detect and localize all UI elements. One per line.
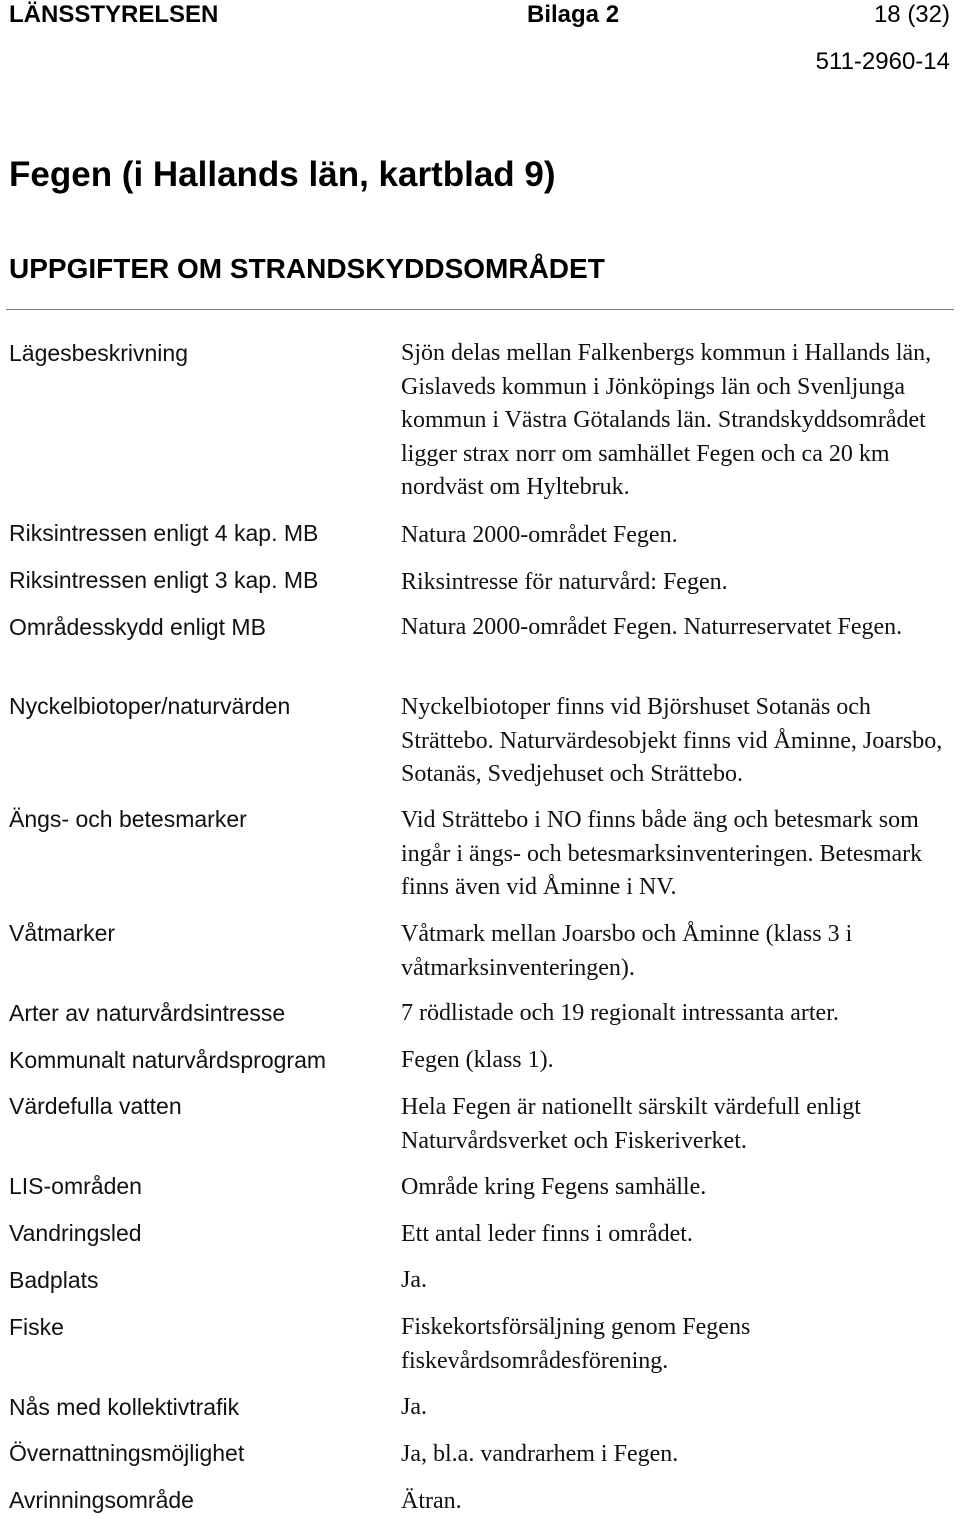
row-label-arter: Arter av naturvårdsintresse [9, 1000, 286, 1026]
row-label-overnattning: Övernattningsmöjlighet [9, 1440, 245, 1466]
row-label-vardefulla-vatten: Värdefulla vatten [9, 1093, 182, 1119]
row-label-badplats: Badplats [9, 1267, 99, 1293]
row-label-kollektivtrafik: Nås med kollektivtrafik [9, 1394, 240, 1420]
row-label-nyckelbiotoper: Nyckelbiotoper/naturvärden [9, 693, 291, 719]
row-value-omradesskydd: Natura 2000-området Fegen. Naturreservatet Fegen. [401, 614, 903, 640]
row-label-omradesskydd: Områdesskydd enligt MB [9, 614, 266, 640]
row-label-fiske: Fiske [9, 1314, 64, 1340]
header-organization: LÄNSSTYRELSEN [9, 1, 219, 28]
row-label-riksintressen-4kap: Riksintressen enligt 4 kap. MB [9, 520, 319, 546]
heading-divider [6, 309, 954, 310]
section-heading: UPPGIFTER OM STRANDSKYDDSOMRÅDET [9, 253, 605, 284]
row-value-kollektivtrafik: Ja. [401, 1394, 427, 1420]
row-label-vatmarker: Våtmarker [9, 920, 116, 946]
row-label-kommunalt-program: Kommunalt naturvårdsprogram [9, 1047, 327, 1073]
row-label-avrinningsomrade: Avrinningsområde [9, 1487, 194, 1513]
row-label-riksintressen-3kap: Riksintressen enligt 3 kap. MB [9, 567, 319, 593]
row-value-badplats: Ja. [401, 1267, 427, 1293]
row-value-riksintressen-3kap: Riksintresse för naturvård: Fegen. [401, 569, 728, 595]
row-value-vandringsled: Ett antal leder finns i området. [401, 1221, 693, 1247]
row-label-lis-omraden: LIS-områden [9, 1173, 142, 1199]
row-value-overnattning: Ja, bl.a. vandrarhem i Fegen. [401, 1441, 679, 1467]
row-value-arter: 7 rödlistade och 19 regionalt intressanta arter. [401, 1000, 839, 1026]
row-value-lis-omraden: Område kring Fegens samhälle. [401, 1174, 707, 1200]
row-value-vardefulla-vatten: Hela Fegen är nationellt särskilt värdefull enligt Naturvårdsverket och Fiskeriverket. [401, 1094, 861, 1154]
row-value-avrinningsomrade: Ätran. [401, 1488, 462, 1514]
header-page-number: 18 (32) [873, 1, 950, 28]
row-value-lagesbeskrivning: Sjön delas mellan Falkenbergs kommun i Hallands län, Gislaveds kommun i Jönköpings län och Svenljunga kommun i Västra Götalands län. Strandskyddsområdet ligger strax norr om samhället Fegen och ca 20 km nordväst om Hyltebruk. [401, 340, 932, 500]
row-value-nyckelbiotoper: Nyckelbiotoper finns vid Björshuset Sotanäs och Strättebo. Naturvärdesobjekt finns vid Åminne, Joarsbo, Sotanäs, Svedjehuset och Strättebo. [401, 694, 943, 787]
row-value-vatmarker: Våtmark mellan Joarsbo och Åminne (klass 3 i våtmarksinventeringen). [401, 921, 853, 981]
row-value-kommunalt-program: Fegen (klass 1). [401, 1047, 554, 1073]
row-value-riksintressen-4kap: Natura 2000-området Fegen. [401, 522, 678, 548]
header-appendix: Bilaga 2 [527, 1, 620, 28]
row-value-fiske: Fiskekortsförsäljning genom Fegens fiskevårdsområdesförening. [401, 1314, 751, 1374]
row-label-angs-betesmarker: Ängs- och betesmarker [9, 806, 247, 832]
row-label-lagesbeskrivning: Lägesbeskrivning [9, 340, 189, 366]
header-reference-number: 511-2960-14 [815, 48, 950, 75]
row-label-vandringsled: Vandringsled [9, 1220, 142, 1246]
page-title: Fegen (i Hallands län, kartblad 9) [9, 155, 556, 194]
row-value-angs-betesmarker: Vid Strättebo i NO finns både äng och betesmark som ingår i ängs- och betesmarksinventeringen. Betesmark finns även vid Åminne i NV. [401, 807, 923, 900]
